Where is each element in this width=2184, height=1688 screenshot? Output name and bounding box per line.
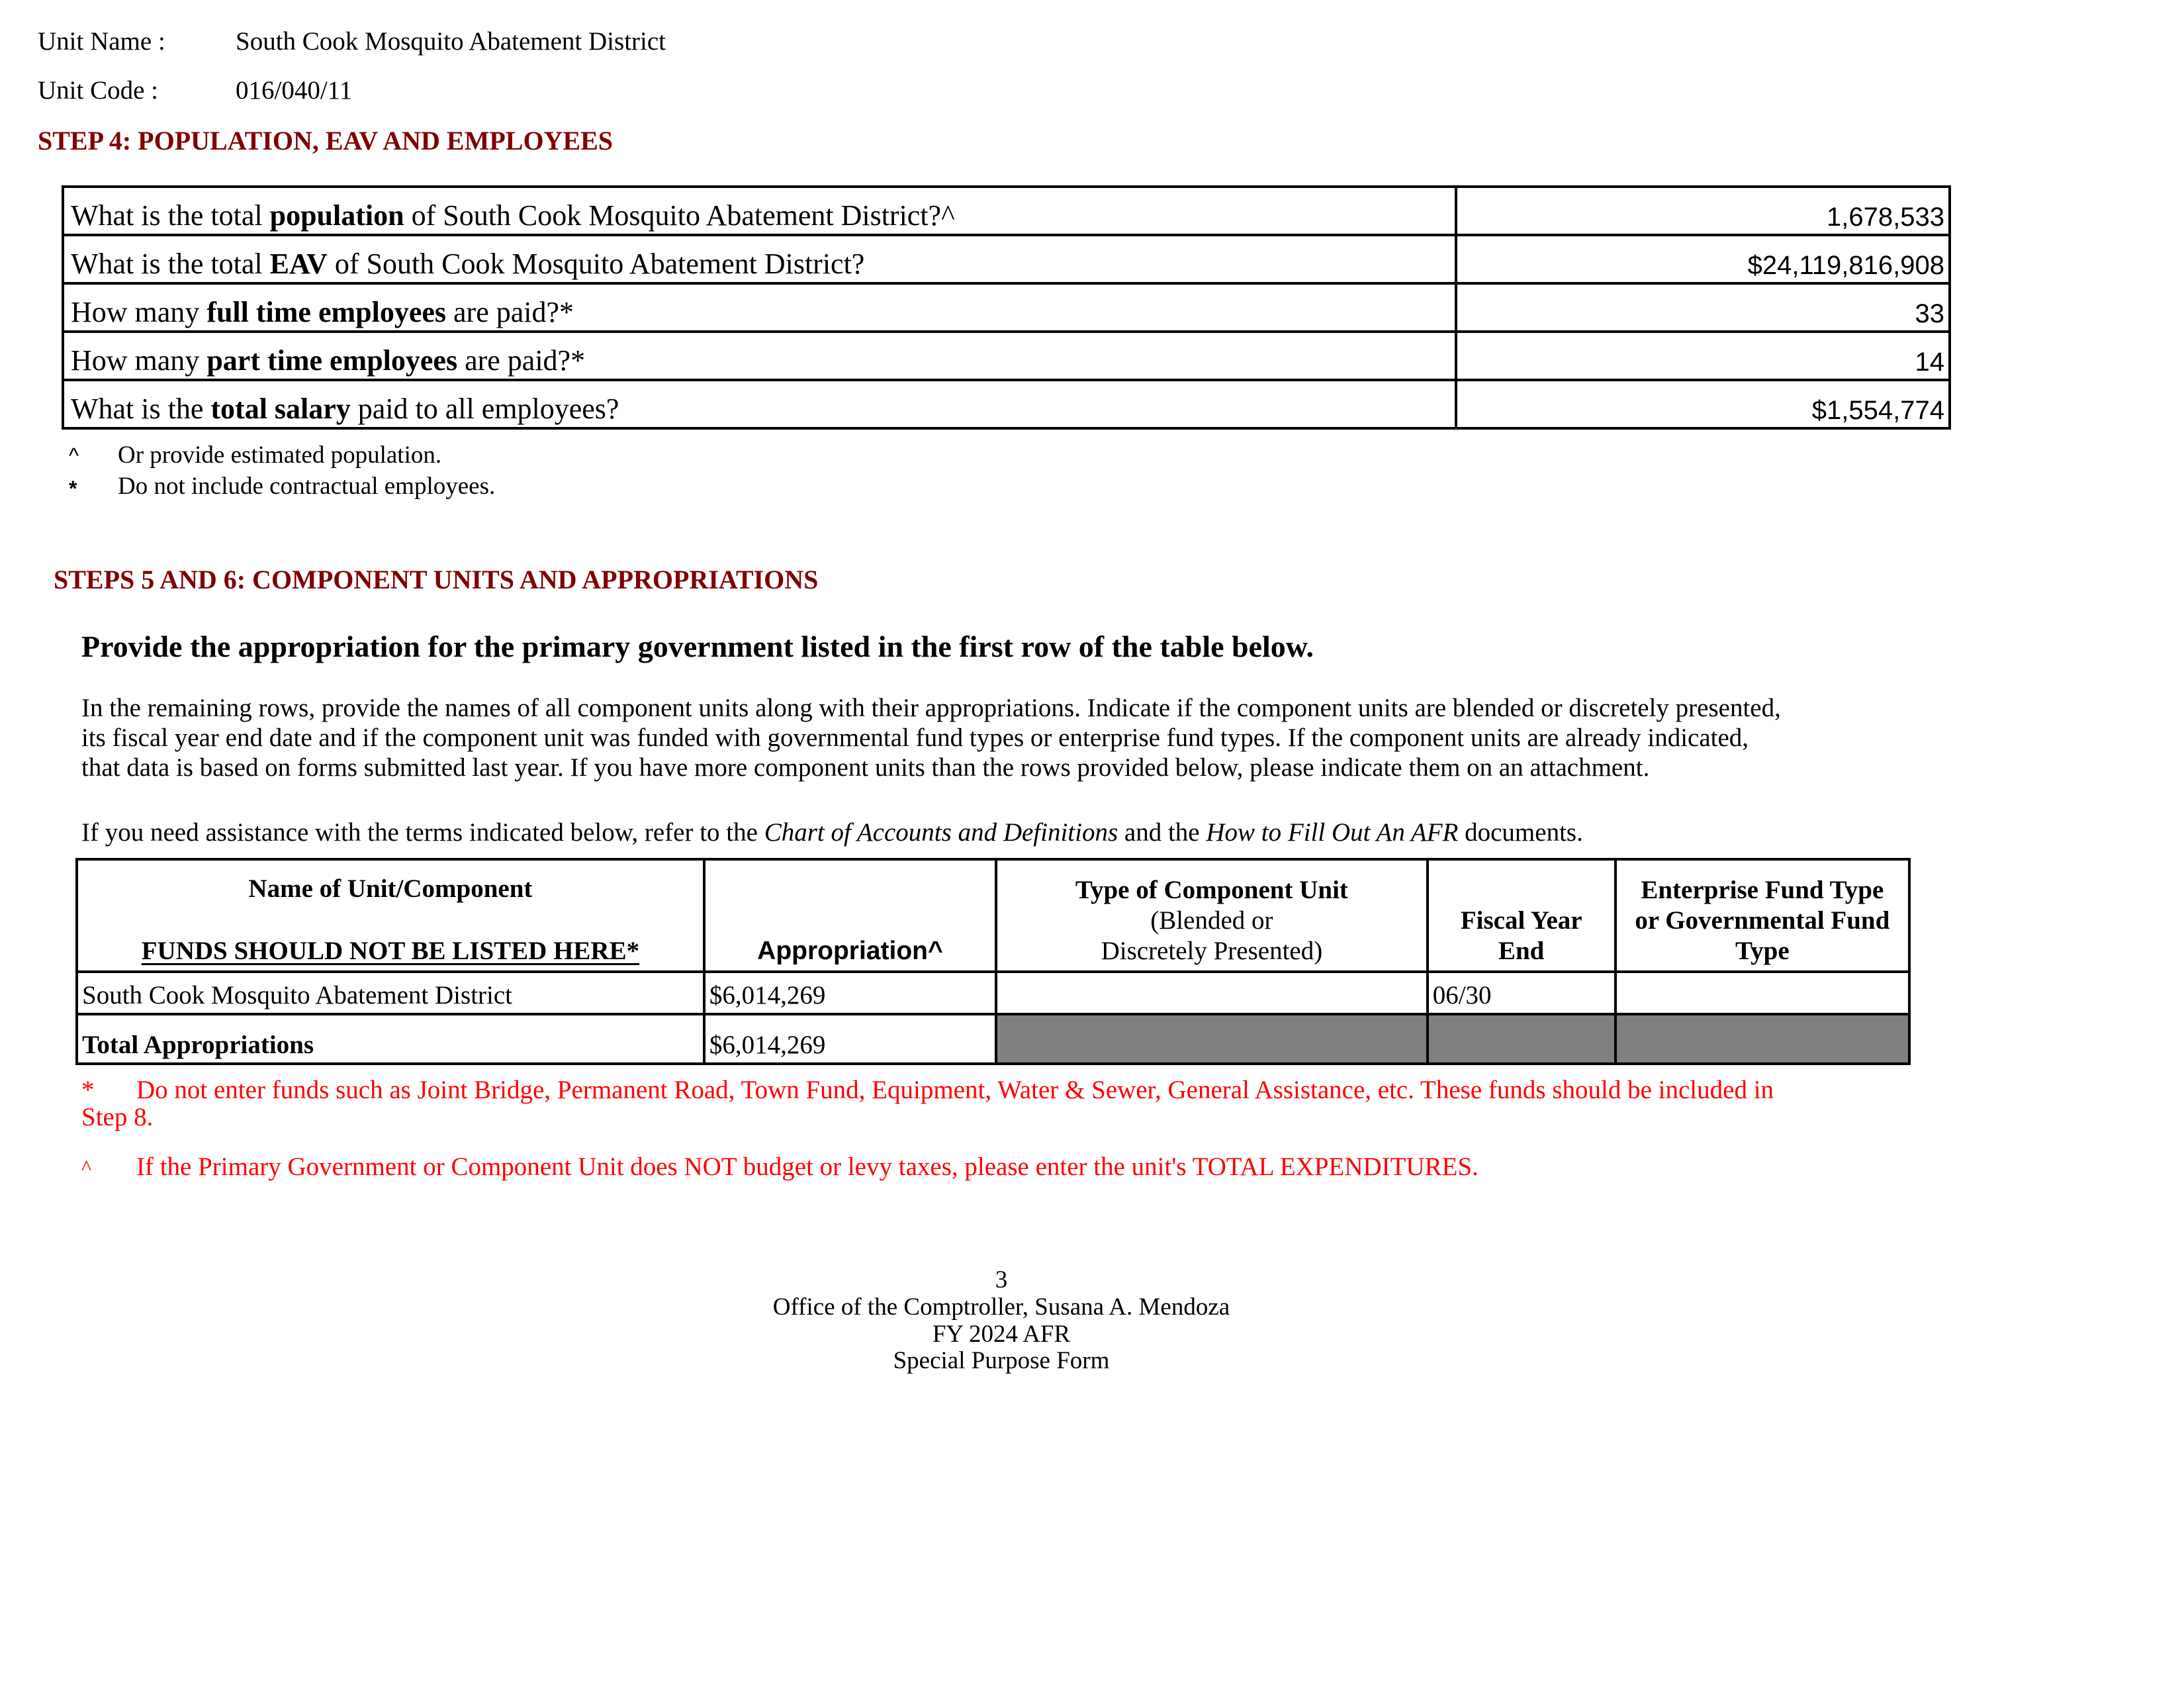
table-header-row [77, 859, 1909, 972]
footnote-symbol: * [69, 477, 77, 500]
footer-report: FY 2024 AFR [932, 1321, 1071, 1348]
question-bold: EAV [269, 248, 328, 280]
question-bold: population [269, 199, 404, 232]
disabled-cell [1428, 1014, 1615, 1064]
footer-office: Office of the Comptroller, Susana A. Mendoza [772, 1293, 1230, 1321]
header-type-of-component [996, 859, 1428, 972]
table-row [77, 972, 1909, 1014]
total-row [77, 1014, 1909, 1064]
question-text: What is the total [71, 248, 270, 280]
salary-value[interactable]: $1,554,774 [1456, 380, 1950, 428]
header-text: Enterprise Fund Type [1641, 876, 1884, 904]
question-bold: full time employees [206, 296, 447, 328]
step4-heading: STEP 4: POPULATION, EAV AND EMPLOYEES [38, 126, 614, 156]
unit-name-label: Unit Name : [38, 27, 165, 56]
page-number: 3 [995, 1266, 1008, 1293]
question-salary [63, 380, 1456, 428]
header-warning: FUNDS SHOULD NOT BE LISTED HERE* [141, 937, 640, 965]
question-text: are paid?* [446, 296, 574, 328]
how-to-fill-out-afr-reference: How to Fill Out An AFR [1206, 818, 1459, 847]
footer-form: Special Purpose Form [893, 1347, 1110, 1374]
header-appropriation: Appropriation^ [704, 859, 996, 972]
chart-of-accounts-reference: Chart of Accounts and Definitions [764, 818, 1118, 847]
part-time-value[interactable]: 14 [1456, 332, 1950, 380]
question-eav [63, 235, 1456, 283]
component-type-cell[interactable] [996, 972, 1428, 1014]
table-row [63, 235, 1950, 283]
question-text: How many [71, 344, 207, 377]
note-text: If the Primary Government or Component Unit does NOT budget or levy taxes, please enter the unit's TOTAL EXPENDITURES. [136, 1152, 1479, 1181]
fiscal-year-end-cell[interactable]: 06/30 [1428, 972, 1615, 1014]
footnote-text: Or provide estimated population. [118, 442, 442, 469]
question-bold: part time employees [206, 344, 458, 377]
header-fund-type [1615, 859, 1909, 972]
question-bold: total salary [210, 393, 351, 425]
table-row [63, 332, 1950, 380]
unit-code-label: Unit Code : [38, 76, 158, 105]
question-text: What is the [71, 393, 211, 425]
step56-heading: STEPS 5 AND 6: COMPONENT UNITS AND APPROPRIATIONS [54, 565, 819, 594]
population-value[interactable]: 1,678,533 [1456, 187, 1950, 235]
table-row [63, 380, 1950, 428]
note-text: Step 8. [81, 1103, 154, 1131]
assistance-line [81, 818, 1583, 848]
question-text: of South Cook Mosquito Abatement District? [327, 248, 865, 280]
header-text: Type [1735, 937, 1790, 965]
total-label: Total Appropriations [77, 1014, 704, 1064]
component-units-table [75, 858, 1911, 1065]
note-symbol: ^ [81, 1155, 92, 1179]
note-text: Do not enter funds such as Joint Bridge, Permanent Road, Town Fund, Equipment, Water & Sewer, General Assistance, etc. These funds should be included in [136, 1076, 1774, 1104]
unit-name-value: South Cook Mosquito Abatement District [236, 27, 666, 56]
instruction-heading: Provide the appropriation for the primary government listed in the first row of the table below. [81, 630, 1314, 663]
question-part-time [63, 332, 1456, 380]
unit-code-value: 016/040/11 [236, 76, 353, 105]
disabled-cell [996, 1014, 1428, 1064]
question-text: How many [71, 296, 207, 328]
header-text: (Blended or [1150, 906, 1273, 935]
header-text: End [1498, 937, 1545, 965]
full-time-value[interactable]: 33 [1456, 283, 1950, 332]
header-fiscal-year-end [1428, 859, 1615, 972]
paragraph-line: that data is based on forms submitted last year. If you have more component units than the rows provided below, please indicate them on an attachment. [81, 753, 1650, 782]
disabled-cell [1615, 1014, 1909, 1064]
header-text: Name of Unit/Component [248, 874, 533, 903]
header-text: Type of Component Unit [1075, 876, 1348, 904]
footnote-symbol: ^ [69, 444, 79, 467]
question-text: What is the total [71, 199, 270, 232]
total-appropriation: $6,014,269 [704, 1014, 996, 1064]
question-text: are paid?* [457, 344, 586, 377]
header-text: Fiscal Year [1460, 906, 1582, 935]
eav-value[interactable]: $24,119,816,908 [1456, 235, 1950, 283]
question-text: of South Cook Mosquito Abatement District?^ [404, 199, 955, 232]
population-eav-table [62, 185, 1951, 430]
header-text: or Governmental Fund [1635, 906, 1890, 935]
footnote-text: Do not include contractual employees. [118, 473, 496, 500]
question-population [63, 187, 1456, 235]
header-name-of-unit [77, 859, 704, 972]
question-full-time [63, 283, 1456, 332]
paragraph-line: its fiscal year end date and if the component unit was funded with governmental fund types or enterprise fund types. If the component units are already indicated, [81, 724, 1749, 752]
note-symbol: * [81, 1076, 95, 1104]
appropriation-cell[interactable]: $6,014,269 [704, 972, 996, 1014]
table-row [63, 187, 1950, 235]
table-row [63, 283, 1950, 332]
unit-name-cell[interactable]: South Cook Mosquito Abatement District [77, 972, 704, 1014]
assist-text: and the [1118, 818, 1206, 847]
assist-text: If you need assistance with the terms indicated below, refer to the [81, 818, 764, 847]
paragraph-line: In the remaining rows, provide the names of all component units along with their appropriations. Indicate if the component units are blended or discretely presented, [81, 694, 1781, 722]
fund-type-cell[interactable] [1615, 972, 1909, 1014]
header-text: Discretely Presented) [1101, 937, 1323, 965]
assist-text: documents. [1458, 818, 1583, 847]
question-text: paid to all employees? [350, 393, 619, 425]
